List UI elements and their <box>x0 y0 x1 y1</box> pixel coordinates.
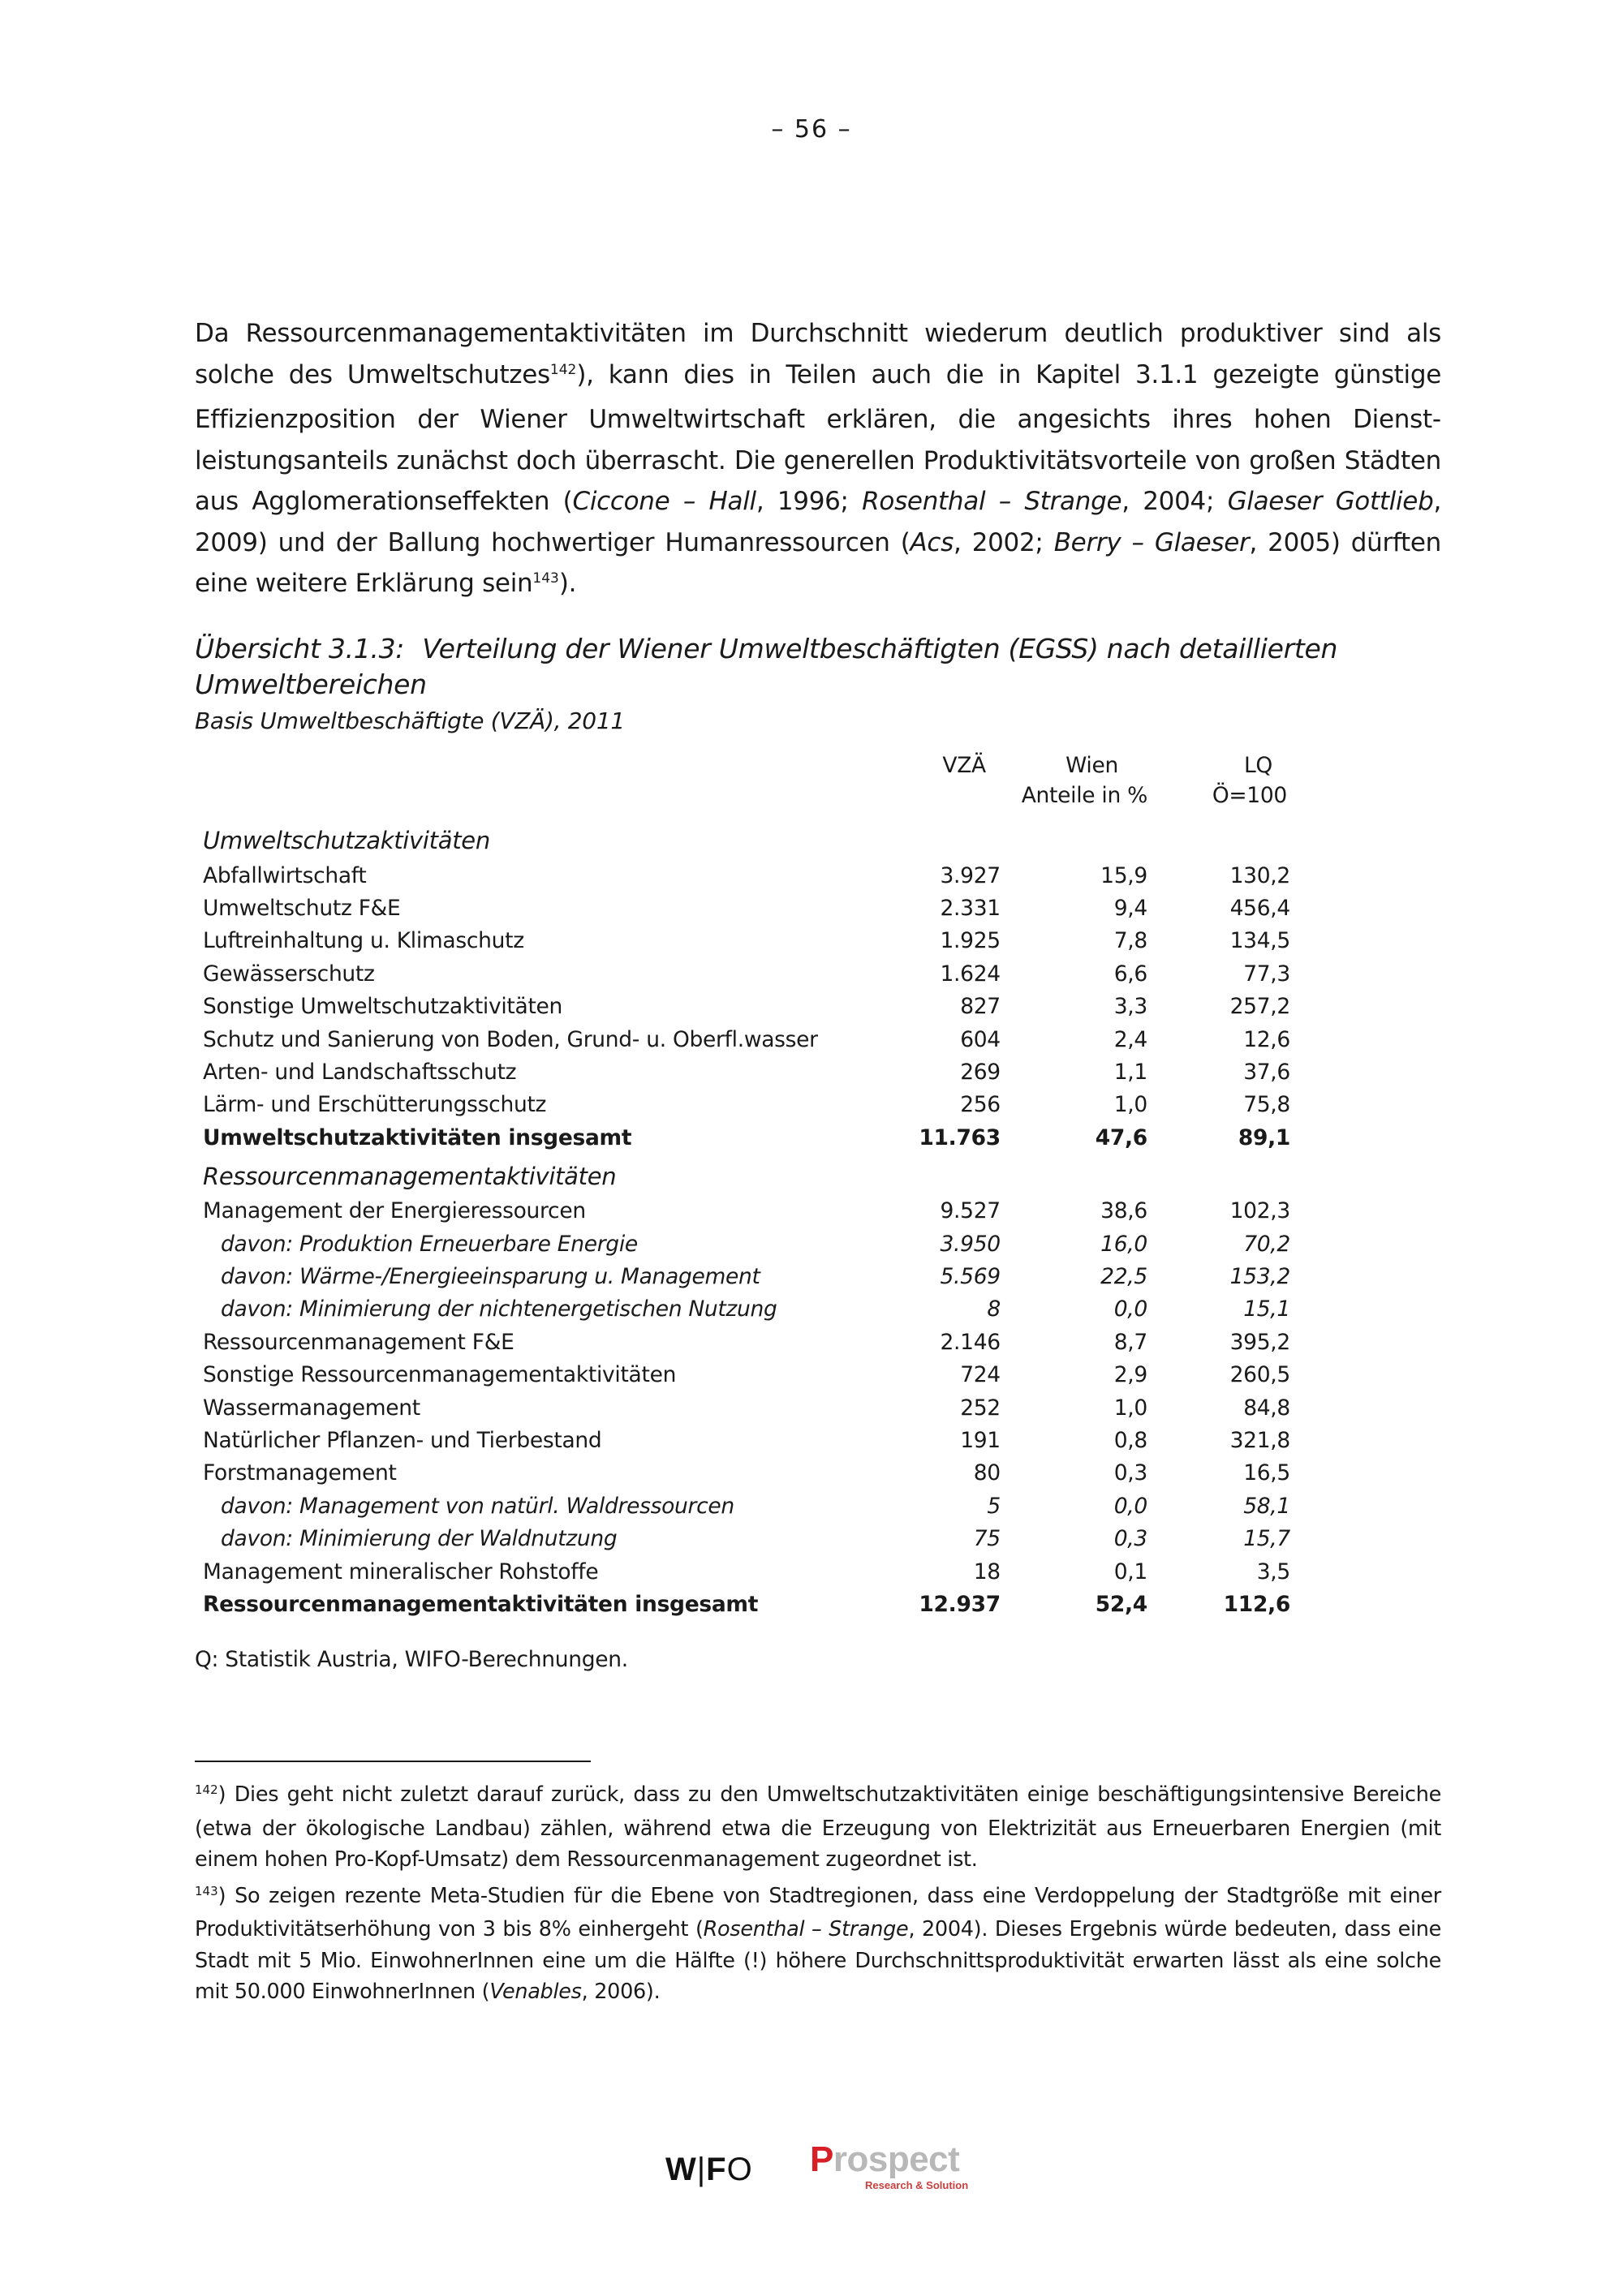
footer-logos <box>665 2139 990 2199</box>
body-text-segment: , 2005) dürften eine weitere Erklärung sein <box>195 527 1441 598</box>
table-row <box>195 1195 1298 1228</box>
footnote-142 <box>195 1779 1441 1876</box>
cell-wien: 7,8 <box>1113 928 1147 954</box>
total-lq: 89,1 <box>1238 1124 1290 1150</box>
body-text-segment: , 2009) und der Ballung hochwertiger Humanressourcen ( <box>195 487 1442 557</box>
row-label: davon: Produktion Erneuerbare Energie <box>221 1231 638 1257</box>
cell-wien: 0,1 <box>1113 1559 1147 1584</box>
cell-lq: 102,3 <box>1229 1198 1290 1224</box>
footnote-143 <box>195 1881 1441 2008</box>
cell-lq: 3,5 <box>1256 1559 1290 1584</box>
cell-vza: 8 <box>987 1296 1001 1322</box>
row-label: davon: Minimierung der Waldnutzung <box>221 1526 618 1552</box>
total-label: Umweltschutzaktivitäten insgesamt <box>203 1124 632 1150</box>
row-label: Wassermanagement <box>203 1395 420 1421</box>
header-lq <box>1147 750 1298 819</box>
footnote-divider <box>195 1761 591 1762</box>
wifo-logo <box>665 2152 753 2188</box>
cell-lq: 16,5 <box>1243 1460 1290 1486</box>
wifo-logo-o: O <box>726 2152 753 2187</box>
row-label: Ressourcenmanagement F&E <box>203 1329 514 1355</box>
citation: Glaeser Gottlieb <box>1227 487 1434 516</box>
prospect-logo-tagline: Research & Solution <box>865 2179 969 2191</box>
table-row <box>195 892 1298 924</box>
table-row <box>195 1391 1298 1424</box>
cell-wien: 16,0 <box>1100 1231 1147 1257</box>
header-lq-line1: LQ <box>1243 753 1272 778</box>
cell-vza: 2.146 <box>940 1329 1001 1355</box>
page-number: – 56 – <box>771 115 852 144</box>
section-title: Umweltschutzaktivitäten <box>203 827 490 854</box>
cell-vza: 1.925 <box>940 928 1001 954</box>
body-text-segment: , 2002; <box>954 527 1054 557</box>
citation: Berry – Glaeser <box>1053 527 1250 557</box>
footnote-ref-143[interactable]: 143 <box>532 570 559 587</box>
cell-vza: 9.527 <box>940 1198 1001 1224</box>
cell-vza: 724 <box>960 1362 1001 1388</box>
header-vza-text: VZÄ <box>942 753 986 778</box>
cell-wien: 2,4 <box>1113 1026 1147 1052</box>
header-lq-line2: Ö=100 <box>1212 783 1287 808</box>
row-label: Umweltschutz F&E <box>203 896 401 922</box>
header-wien-line2: Anteile in % <box>1021 783 1147 808</box>
table-subrow <box>195 1228 1298 1260</box>
header-vza <box>873 750 1001 819</box>
cell-vza: 80 <box>973 1460 1001 1486</box>
footnote-number: 143 <box>195 1883 218 1898</box>
footnotes <box>195 1779 1441 2013</box>
cell-lq: 260,5 <box>1229 1362 1290 1388</box>
cell-wien: 8,7 <box>1113 1329 1147 1355</box>
data-table-container <box>195 750 1298 1621</box>
table-caption-title: Verteilung der Wiener Umweltbeschäftigten (EGSS) nach detaillierten Umweltbereichen <box>195 633 1338 700</box>
cell-wien: 1,1 <box>1113 1060 1147 1086</box>
wifo-logo-bar: | <box>696 2152 707 2187</box>
table-source: Q: Statistik Austria, WIFO-Berechnungen. <box>195 1647 628 1672</box>
total-vza: 11.763 <box>919 1124 1001 1150</box>
cell-vza: 827 <box>960 994 1001 1020</box>
cell-lq: 153,2 <box>1229 1263 1290 1289</box>
row-label: Sonstige Ressourcenmanagementaktivitäten <box>203 1362 677 1388</box>
cell-vza: 269 <box>960 1060 1001 1086</box>
table-row <box>195 1358 1298 1391</box>
section-title: Ressourcenmanagementaktivitäten <box>203 1162 617 1190</box>
cell-lq: 70,2 <box>1243 1231 1290 1257</box>
row-label: Management der Energieressourcen <box>203 1198 586 1224</box>
cell-wien: 2,9 <box>1113 1362 1147 1388</box>
row-label: davon: Minimierung der nichtenergetischen Nutzung <box>221 1296 777 1322</box>
cell-vza: 256 <box>960 1092 1001 1118</box>
citation: Rosenthal – Strange <box>862 487 1122 516</box>
cell-wien: 15,9 <box>1100 862 1147 888</box>
row-label: Arten- und Landschaftsschutz <box>203 1060 517 1086</box>
cell-lq: 321,8 <box>1229 1427 1290 1453</box>
cell-wien: 9,4 <box>1113 896 1147 922</box>
cell-vza: 252 <box>960 1395 1001 1421</box>
table-header-row <box>195 750 1298 819</box>
row-label: Sonstige Umweltschutzaktivitäten <box>203 994 563 1020</box>
row-label: Forstmanagement <box>203 1460 397 1486</box>
body-paragraph <box>195 313 1441 608</box>
cell-vza: 1.624 <box>940 961 1001 987</box>
citation: Rosenthal – Strange <box>703 1917 909 1941</box>
cell-vza: 604 <box>960 1026 1001 1052</box>
table-row <box>195 1023 1298 1056</box>
header-wien <box>1001 750 1147 819</box>
row-label: davon: Wärme-/Energieeinsparung u. Management <box>221 1263 760 1289</box>
table-subrow <box>195 1522 1298 1554</box>
citation: Acs <box>910 527 954 557</box>
cell-lq: 12,6 <box>1243 1026 1290 1052</box>
total-lq: 112,6 <box>1223 1591 1290 1617</box>
row-label: Lärm- und Erschütterungsschutz <box>203 1092 547 1118</box>
row-label: Abfallwirtschaft <box>203 862 367 888</box>
total-wien: 47,6 <box>1095 1124 1147 1150</box>
cell-vza: 3.950 <box>940 1231 1001 1257</box>
cell-wien: 0,8 <box>1113 1427 1147 1453</box>
row-label: davon: Management von natürl. Waldressourcen <box>221 1493 734 1519</box>
body-text-segment: , 1996; <box>756 487 863 516</box>
cell-lq: 456,4 <box>1229 896 1290 922</box>
footnote-text: , 2006). <box>581 1980 661 2004</box>
cell-lq: 130,2 <box>1229 862 1290 888</box>
cell-wien: 6,6 <box>1113 961 1147 987</box>
table-row <box>195 1326 1298 1358</box>
cell-vza: 5.569 <box>940 1263 1001 1289</box>
table-subrow <box>195 1490 1298 1522</box>
wifo-logo-f: F <box>706 2152 727 2187</box>
body-text-segment: ), kann dies in Teilen auch die in Kapitel 3.1.1 gezeigte günstige Effizienzposition der Wiener Umweltwirtschaft erklären, die angesichts ihres hohen Dienstleistungsanteils zunächst doch überrascht. Die generellen Produktivitätsvorteile von großen Städten aus Agglomerationseffekten ( <box>195 359 1441 516</box>
table-row <box>195 1424 1298 1456</box>
cell-wien: 22,5 <box>1100 1263 1147 1289</box>
section-header-row <box>195 819 1298 859</box>
table-row <box>195 1056 1298 1088</box>
cell-wien: 1,0 <box>1113 1092 1147 1118</box>
cell-lq: 395,2 <box>1229 1329 1290 1355</box>
cell-vza: 191 <box>960 1427 1001 1453</box>
cell-lq: 257,2 <box>1229 994 1290 1020</box>
table-row <box>195 1457 1298 1490</box>
footnote-ref-142[interactable]: 142 <box>549 361 577 378</box>
table-subrow <box>195 1260 1298 1292</box>
cell-lq: 84,8 <box>1243 1395 1290 1421</box>
prospect-logo-rest: rospect <box>833 2139 960 2179</box>
table-row <box>195 859 1298 892</box>
cell-vza: 2.331 <box>940 896 1001 922</box>
total-wien: 52,4 <box>1095 1591 1147 1617</box>
table-caption <box>195 631 1412 703</box>
cell-wien: 0,0 <box>1113 1296 1147 1322</box>
footnote-text: , 2004). Dieses Ergebnis würde bedeuten, dass eine Stadt mit 5 Mio. EinwohnerInnen eine um die Hälfte (!) höhere Durchschnittsproduktivität erwarten lässt als eine solche mit 50.000 EinwohnerInnen ( <box>195 1917 1441 2004</box>
total-label: Ressourcenmanagementaktivitäten insgesamt <box>203 1591 759 1617</box>
cell-vza: 3.927 <box>940 862 1001 888</box>
row-label: Management mineralischer Rohstoffe <box>203 1559 599 1584</box>
body-text-segment: ). <box>558 569 577 598</box>
cell-wien: 3,3 <box>1113 994 1147 1020</box>
prospect-logo-p: P <box>810 2139 833 2179</box>
footnote-text: ) Dies geht nicht zuletzt darauf zurück, dass zu den Umweltschutzaktivitäten einige beschäftigungsintensive Bereiche (etwa der ökologische Landbau) zählen, während etwa die Erzeugung von Elektrizität aus Erneuerbaren Energien (mit einem hohen Pro-Kopf-Umsatz) dem Ressourcenmanagement zugeordnet ist. <box>195 1782 1441 1872</box>
table-row <box>195 991 1298 1023</box>
row-label: Natürlicher Pflanzen- und Tierbestand <box>203 1427 602 1453</box>
row-label: Schutz und Sanierung von Boden, Grund- u. Oberfl.wasser <box>203 1026 818 1052</box>
row-label: Gewässerschutz <box>203 961 375 987</box>
body-text-segment: , 2004; <box>1121 487 1228 516</box>
row-label: Luftreinhaltung u. Klimaschutz <box>203 928 524 954</box>
citation: Venables <box>489 1980 582 2004</box>
table-caption-label: Übersicht 3.1.3: <box>195 633 405 664</box>
cell-wien: 0,3 <box>1113 1460 1147 1486</box>
footnote-number: 142 <box>195 1782 218 1797</box>
table-row <box>195 957 1298 990</box>
cell-vza: 5 <box>987 1493 1001 1519</box>
section-header-row <box>195 1154 1298 1195</box>
table-subcaption: Basis Umweltbeschäftigte (VZÄ), 2011 <box>195 707 625 734</box>
cell-wien: 0,3 <box>1113 1526 1147 1552</box>
header-label-column <box>195 750 873 819</box>
prospect-logo <box>810 2139 969 2191</box>
table-row <box>195 925 1298 957</box>
cell-wien: 1,0 <box>1113 1395 1147 1421</box>
cell-wien: 0,0 <box>1113 1493 1147 1519</box>
footnote-text: ) So zeigen rezente Meta-Studien für die Ebene von Stadtregionen, dass eine Verdoppelung der Stadtgröße mit einer Produktivitätserhöhung von 3 bis 8% einhergeht ( <box>195 1883 1441 1941</box>
total-row <box>195 1588 1298 1620</box>
cell-lq: 134,5 <box>1229 928 1290 954</box>
header-wien-line1: Wien <box>1065 753 1118 778</box>
cell-vza: 18 <box>973 1559 1001 1584</box>
cell-vza: 75 <box>973 1526 1001 1552</box>
total-vza: 12.937 <box>919 1591 1001 1617</box>
citation: Ciccone – Hall <box>572 487 756 516</box>
cell-lq: 77,3 <box>1243 961 1290 987</box>
table-row <box>195 1555 1298 1588</box>
table-subrow <box>195 1293 1298 1326</box>
cell-lq: 58,1 <box>1243 1493 1290 1519</box>
wifo-logo-w: W <box>665 2152 697 2187</box>
cell-wien: 38,6 <box>1100 1198 1147 1224</box>
cell-lq: 15,7 <box>1243 1526 1290 1552</box>
cell-lq: 75,8 <box>1243 1092 1290 1118</box>
cell-lq: 15,1 <box>1243 1296 1290 1322</box>
cell-lq: 37,6 <box>1243 1060 1290 1086</box>
prospect-logo-wordmark <box>810 2139 960 2179</box>
total-row <box>195 1121 1298 1154</box>
body-text-segment: Da Ressourcenmanagementaktivitäten im Durchschnitt wiederum deutlich produktiver sind als solche des Umweltschutzes <box>195 319 1441 389</box>
employment-table <box>195 750 1298 1621</box>
table-row <box>195 1089 1298 1121</box>
